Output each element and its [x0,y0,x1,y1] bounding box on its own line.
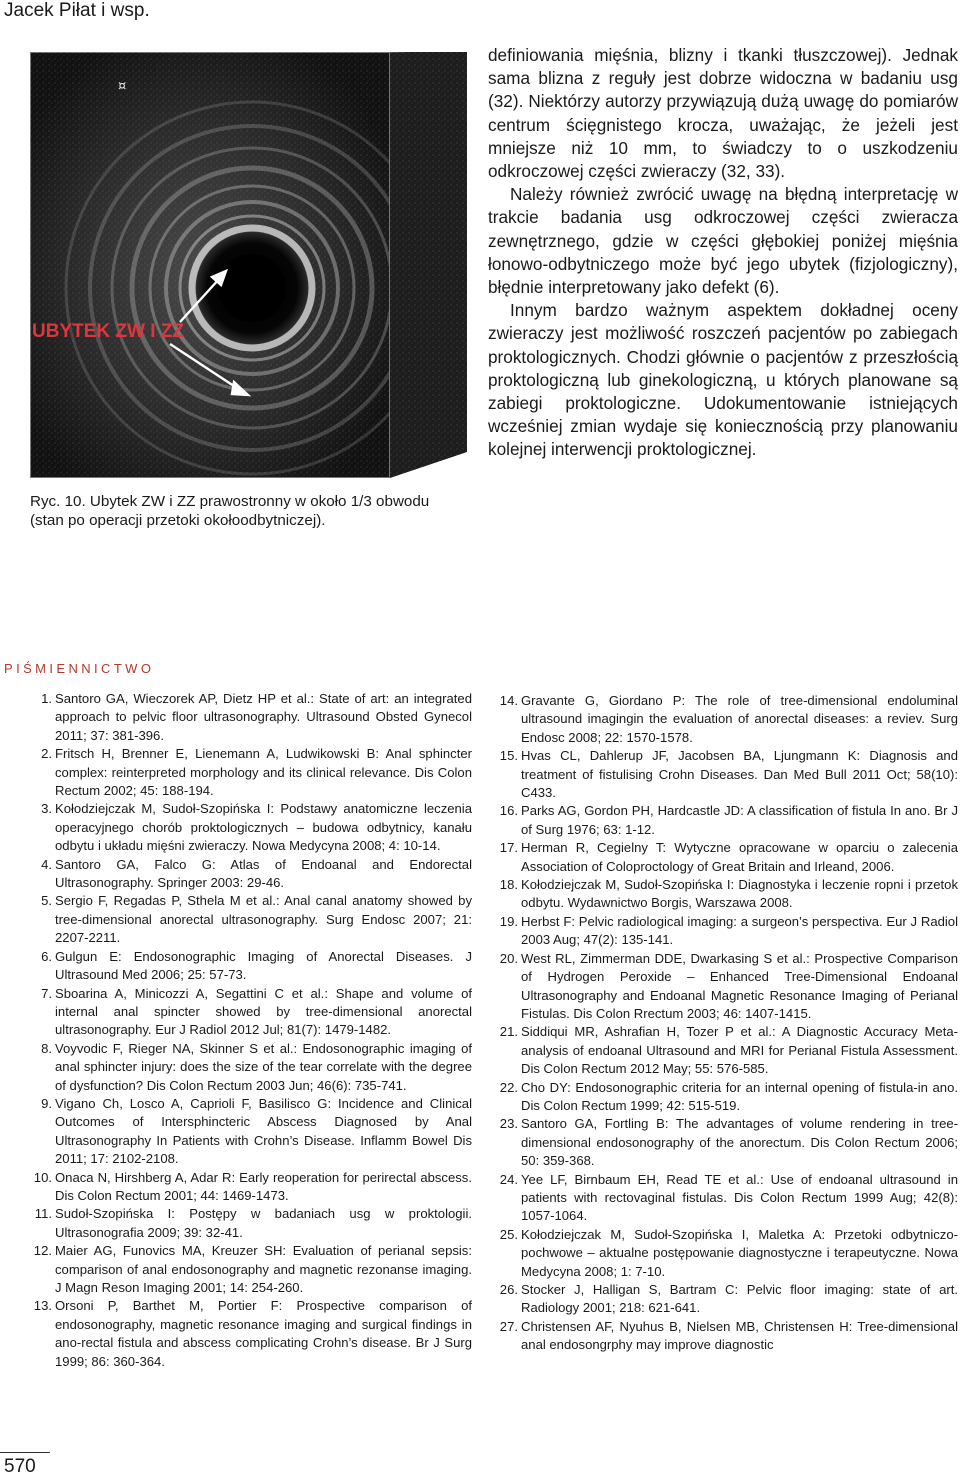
reference-number: 8. [41,1040,52,1056]
reference-item [496,913,958,950]
reference-item [30,856,472,893]
reference-item [496,802,958,839]
reference-number: 19. [499,913,518,929]
paragraph-1: definiowania mięśnia, blizny i tkanki tłuszczowej). Jednak sama blizna z reguły jest dobrze widoczna w badaniu usg (32). Niektórzy autorzy przywiązują dużą uwagę do pomiarów centrum ścięgnistego krocza, uważając, że jeżeli jest mniejsze niż 10 mm, to świadczy to o uszkodzeniu odkroczowej części zwieraczy (32, 33). [488,45,958,182]
probe-center [218,254,286,322]
reference-number: 5. [41,893,52,909]
reference-item [496,876,958,913]
reference-item [30,892,472,947]
reference-text: Santoro GA, Fortling B: The advantages of volume rendering in tree-dimensional endosonography of the anorectum. Dis Colon Rectum 2006; 50: 359-368. [521,1116,958,1169]
reference-number: 2. [41,746,52,762]
reference-number: 17. [499,840,518,856]
reference-item [496,1281,958,1318]
reference-number: 23. [499,1116,518,1132]
reference-text: Gulgun E: Endosonographic Imaging of Anorectal Diseases. J Ultrasound Med 2006; 25: 57-73. [55,948,472,983]
reference-number: 4. [41,856,52,872]
reference-text: Maier AG, Funovics MA, Kreuzer SH: Evaluation of perianal sepsis: comparison of anal endosonography and magnetic rezonanse imaging. J Magn Reson Imaging 2001; 14: 254-260. [55,1243,472,1295]
reference-text: Kołodziejczak M, Sudoł-Szopińska I: Diagnostyka i leczenie ropni i przetok odbytu. Wydawnictwo Borgis, Warszawa 2008. [521,877,958,911]
reference-text: Parks AG, Gordon PH, Hardcastle JD: A classification of fistula In ano. Br J of Surg 1976; 63: 1-12. [521,803,958,837]
reference-item [30,1040,472,1095]
reference-text: Santoro GA, Wieczorek AP, Dietz HP et al.: State of art: an integrated approach to pelvic floor ultrasonography. Ultrasound Obsted Gynecol 2011; 37: 381-396. [55,691,472,743]
reference-text: West RL, Zimmerman DDE, Dwarkasing S et al.: Prospective Comparison of Hydrogen Peroxide – Enhanced Tree-Dimensional Endoanal Ultrasonography and Endoanal Magnetic Resonance Imaging of Perianal Fistulas. Dis Colon Rrectum 2003; 46: 1407-1415. [521,950,958,1021]
reference-number: 14. [499,693,518,708]
reference-number: 26. [499,1282,518,1297]
reference-text: Gravante G, Giordano P: The role of tree-dimensional endoluminal ultrasound imagingin the evaluation of anorectal diseases: a reviev. Surg Endosc 2008; 22: 1570-1578. [521,693,958,745]
reference-text: Orsoni P, Barthet M, Portier F: Prospective comparison of endosonography, magnetic resonance imaging and surgical findings in ano-rectal fistula and abscess complicating Crohn’s disease. Br J Surg 1999; 86: 360-364. [55,1298,472,1369]
reference-text: Kołodziejczak M, Sudoł-Szopińska I: Podstawy anatomiczne leczenia operacyjnego chorób proktologicznych – budowa odbytnicy, kanału odbytu i układu mięśni zwieraczy. Nowa Medycyna 2008; 4: 10-14. [55,801,472,854]
reference-number: 11. [34,1206,52,1222]
reference-number: 18. [499,877,518,893]
reference-item [30,1205,472,1242]
references-left-column [30,690,472,1371]
reference-text: Herbst F: Pelvic radiological imaging: a surgeon’s perspectiva. Eur J Radiol 2003 Aug; 47(2): 135-141. [521,913,958,948]
reference-item [496,1023,958,1078]
reference-item [496,1226,958,1281]
reference-number: 1. [41,691,52,706]
reference-number: 7. [41,985,52,1001]
reference-item [496,747,958,802]
reference-text: Siddiqui MR, Ashrafian H, Tozer P et al.: A Diagnostic Accuracy Meta-analysis of endoanal Ultrasound and MRI for Perianal Fistula Assessment. Dis Colon Rectum 2012 May; 55: 576-585. [521,1024,958,1077]
reference-item [496,1171,958,1226]
ultrasound-figure [30,52,467,478]
reference-item [496,839,958,876]
reference-item [496,692,958,747]
reference-item [496,1318,958,1355]
reference-number: 15. [499,748,518,764]
reference-item [30,800,472,855]
caption-line-1: Ryc. 10. Ubytek ZW i ZZ prawostronny w około 1/3 obwodu [30,493,430,510]
reference-text: Yee LF, Birnbaum EH, Read TE et al.: Use of endoanal ultrasound in patients with rectovaginal fistulas. Dis Colon Rectum 1999 Aug; 42(8): 1057-1064. [521,1171,958,1224]
reference-text: Voyvodic F, Rieger NA, Skinner S et al.: Endosonographic imaging of anal sphincter injury: does the size of the tear correlate with the degree of dysfunction? Dis Colon Rectum 2003 Jun; 46(6): 735-741. [55,1040,472,1093]
reference-text: Hvas CL, Dahlerup JF, Jacobsen BA, Ljungmann K: Diagnosis and treatment of fistulising Crohn Diseases. Dan Med Bull 2011 Oct; 58(10): C433. [521,748,958,801]
reference-text: Vigano Ch, Losco A, Caprioli F, Basilisco G: Incidence and Clinical Outcomes of Intersphincteric Abscess Diagnosed by Anal Ultrasonography In Patients with Crohn’s Disease. Inflamm Bowel Dis 2011; 17: 2102-2108. [55,1095,472,1167]
paragraph-3: Innym bardzo ważnym aspektem dokładnej oceny zwieraczy jest możliwość roszczeń pacjentów po zabiegach proktologicznych. Chodzi głównie o pacjentów z przeszłością proktologiczną lub ginekologiczną, u których planowane są zabiegi proktologiczne. Udokumentowanie istniejących wcześniej zmian wydaje się koniecznością przy planowaniu kolejnej interwencji proktologicznej. [488,300,958,460]
reference-text: Kołodziejczak M, Sudoł-Szopińska I, Maletka A: Przetoki odbytniczo-pochwowe – aktualne postępowanie diagnostyczne i terapeutyczne. Nowa Medycyna 2008; 1: 7-10. [521,1226,958,1279]
reference-text: Sudoł-Szopińska I: Postępy w badaniach usg w proktologii. Ultrasonografia 2009; 39: 32-41. [55,1206,472,1240]
reference-text: Stocker J, Halligan S, Bartram C: Pelvic floor imaging: state of art. Radiology 2001; 218: 621-641. [521,1282,958,1316]
reference-number: 21. [499,1024,518,1040]
reference-item [30,1297,472,1371]
ultrasound-3d-image [30,52,467,478]
defect-label: UBYTEK ZW I ZZ [32,321,184,342]
reference-item [30,690,472,745]
reference-number: 25. [499,1226,518,1242]
references-heading: PIŚMIENNICTWO [4,661,155,676]
reference-number: 16. [499,803,518,819]
paragraph-2: Należy również zwrócić uwagę na błędną interpretację w trakcie badania usg odkroczowej części zwieracza zewnętrznego, gdzie w części głębokiej poniżej mięśnia łonowo-odbytniczego może być jego ubytek (fizjologiczny), błędnie interpretowany jako defekt (6). [488,184,958,298]
reference-number: 13. [33,1298,52,1314]
reference-text: Cho DY: Endosonographic criteria for an internal opening of fistula-in ano. Dis Colon Rectum 1999; 42: 515-519. [521,1079,958,1113]
reference-item [496,1079,958,1116]
reference-text: Sboarina A, Minicozzi A, Segattini C et al.: Shape and volume of internal anal spincter showed by tree-dimensional anorectal ultrasonography. Eur J Radiol 2012 Jul; 81(7): 1479-1482. [55,985,472,1038]
reference-number: 27. [499,1318,518,1334]
reference-number: 22. [499,1079,518,1095]
reference-text: Onaca N, Hirshberg A, Adar R: Early reoperation for perirectal abscess. Dis Colon Rectum 2001; 44: 1469-1473. [55,1169,472,1203]
running-head: Jacek Piłat i wsp. [4,0,150,21]
references-right-column [496,692,958,1355]
page-number: 570 [4,1456,36,1477]
reference-number: 24. [499,1171,518,1187]
reference-item [30,948,472,985]
caption-line-2: (stan po operacji przetoki okołoodbytniczej). [30,512,326,529]
reference-item [30,745,472,800]
reference-item [30,1095,472,1169]
reference-text: Sergio F, Regadas P, Sthela M et al.: Anal canal anatomy showed by tree-dimensional anorectal ultrasonography. Surg Endosc 2007; 21: 2207-2211. [55,893,472,946]
reference-text: Santoro GA, Falco G: Atlas of Endoanal and Endorectal Ultrasonography. Springer 2003: 29-46. [55,856,472,891]
reference-text: Herman R, Cegielny T: Wytyczne opracowane w oparciu o zalecenia Association of Coloproctology of Great Britain and Irleand, 2006. [521,840,958,874]
reference-number: 3. [41,801,52,817]
reference-item [30,1242,472,1297]
reference-text: Christensen AF, Nyuhus B, Nielsen MB, Christensen H: Tree-dimensional anal endosongrphy may improve diagnostic [521,1318,958,1353]
marker-glyph: ¤ [118,79,127,94]
reference-item [496,950,958,1024]
reference-text: Fritsch H, Brenner E, Lienemann A, Ludwikowski B: Anal sphincter complex: reinterpreted morphology and its clinical relevance. Dis Colon Rectum 2002; 45: 188-194. [55,746,472,799]
reference-item [30,1169,472,1206]
reference-number: 12. [33,1243,52,1259]
reference-number: 9. [41,1095,52,1111]
reference-item [30,985,472,1040]
reference-number: 6. [41,948,52,964]
reference-number: 10. [33,1169,52,1185]
reference-number: 20. [499,950,518,966]
body-text [488,44,958,462]
figure-caption [30,492,475,530]
folio-rule [0,1452,50,1453]
reference-item [496,1115,958,1170]
